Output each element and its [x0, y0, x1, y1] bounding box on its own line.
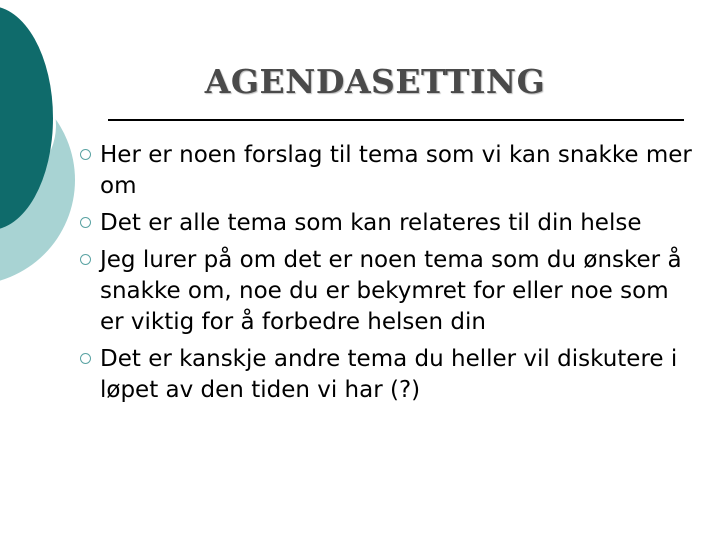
hollow-circle-bullet-icon: [80, 149, 91, 160]
bullet-text: Jeg lurer på om det er noen tema som du ønsker å snakke om, noe du er bekymret for eller noe som er viktig for å forbedre helsen din: [100, 247, 682, 335]
bullet-text: Det er alle tema som kan relateres til din helse: [100, 210, 642, 236]
slide-title: AGENDASETTING: [204, 62, 546, 101]
bullet-text: Det er kanskje andre tema du heller vil diskutere i løpet av den tiden vi har (?): [100, 346, 678, 403]
hollow-circle-bullet-icon: [80, 217, 91, 228]
bullet-item: [72, 208, 692, 239]
bullet-list: [72, 140, 692, 412]
hollow-circle-bullet-icon: [80, 353, 91, 364]
bullet-item: [72, 140, 692, 202]
title-underline: [108, 119, 684, 121]
bullet-item: [72, 344, 692, 406]
bullet-item: [72, 245, 692, 338]
bullet-text: Her er noen forslag til tema som vi kan snakke mer om: [100, 142, 692, 199]
hollow-circle-bullet-icon: [80, 254, 91, 265]
